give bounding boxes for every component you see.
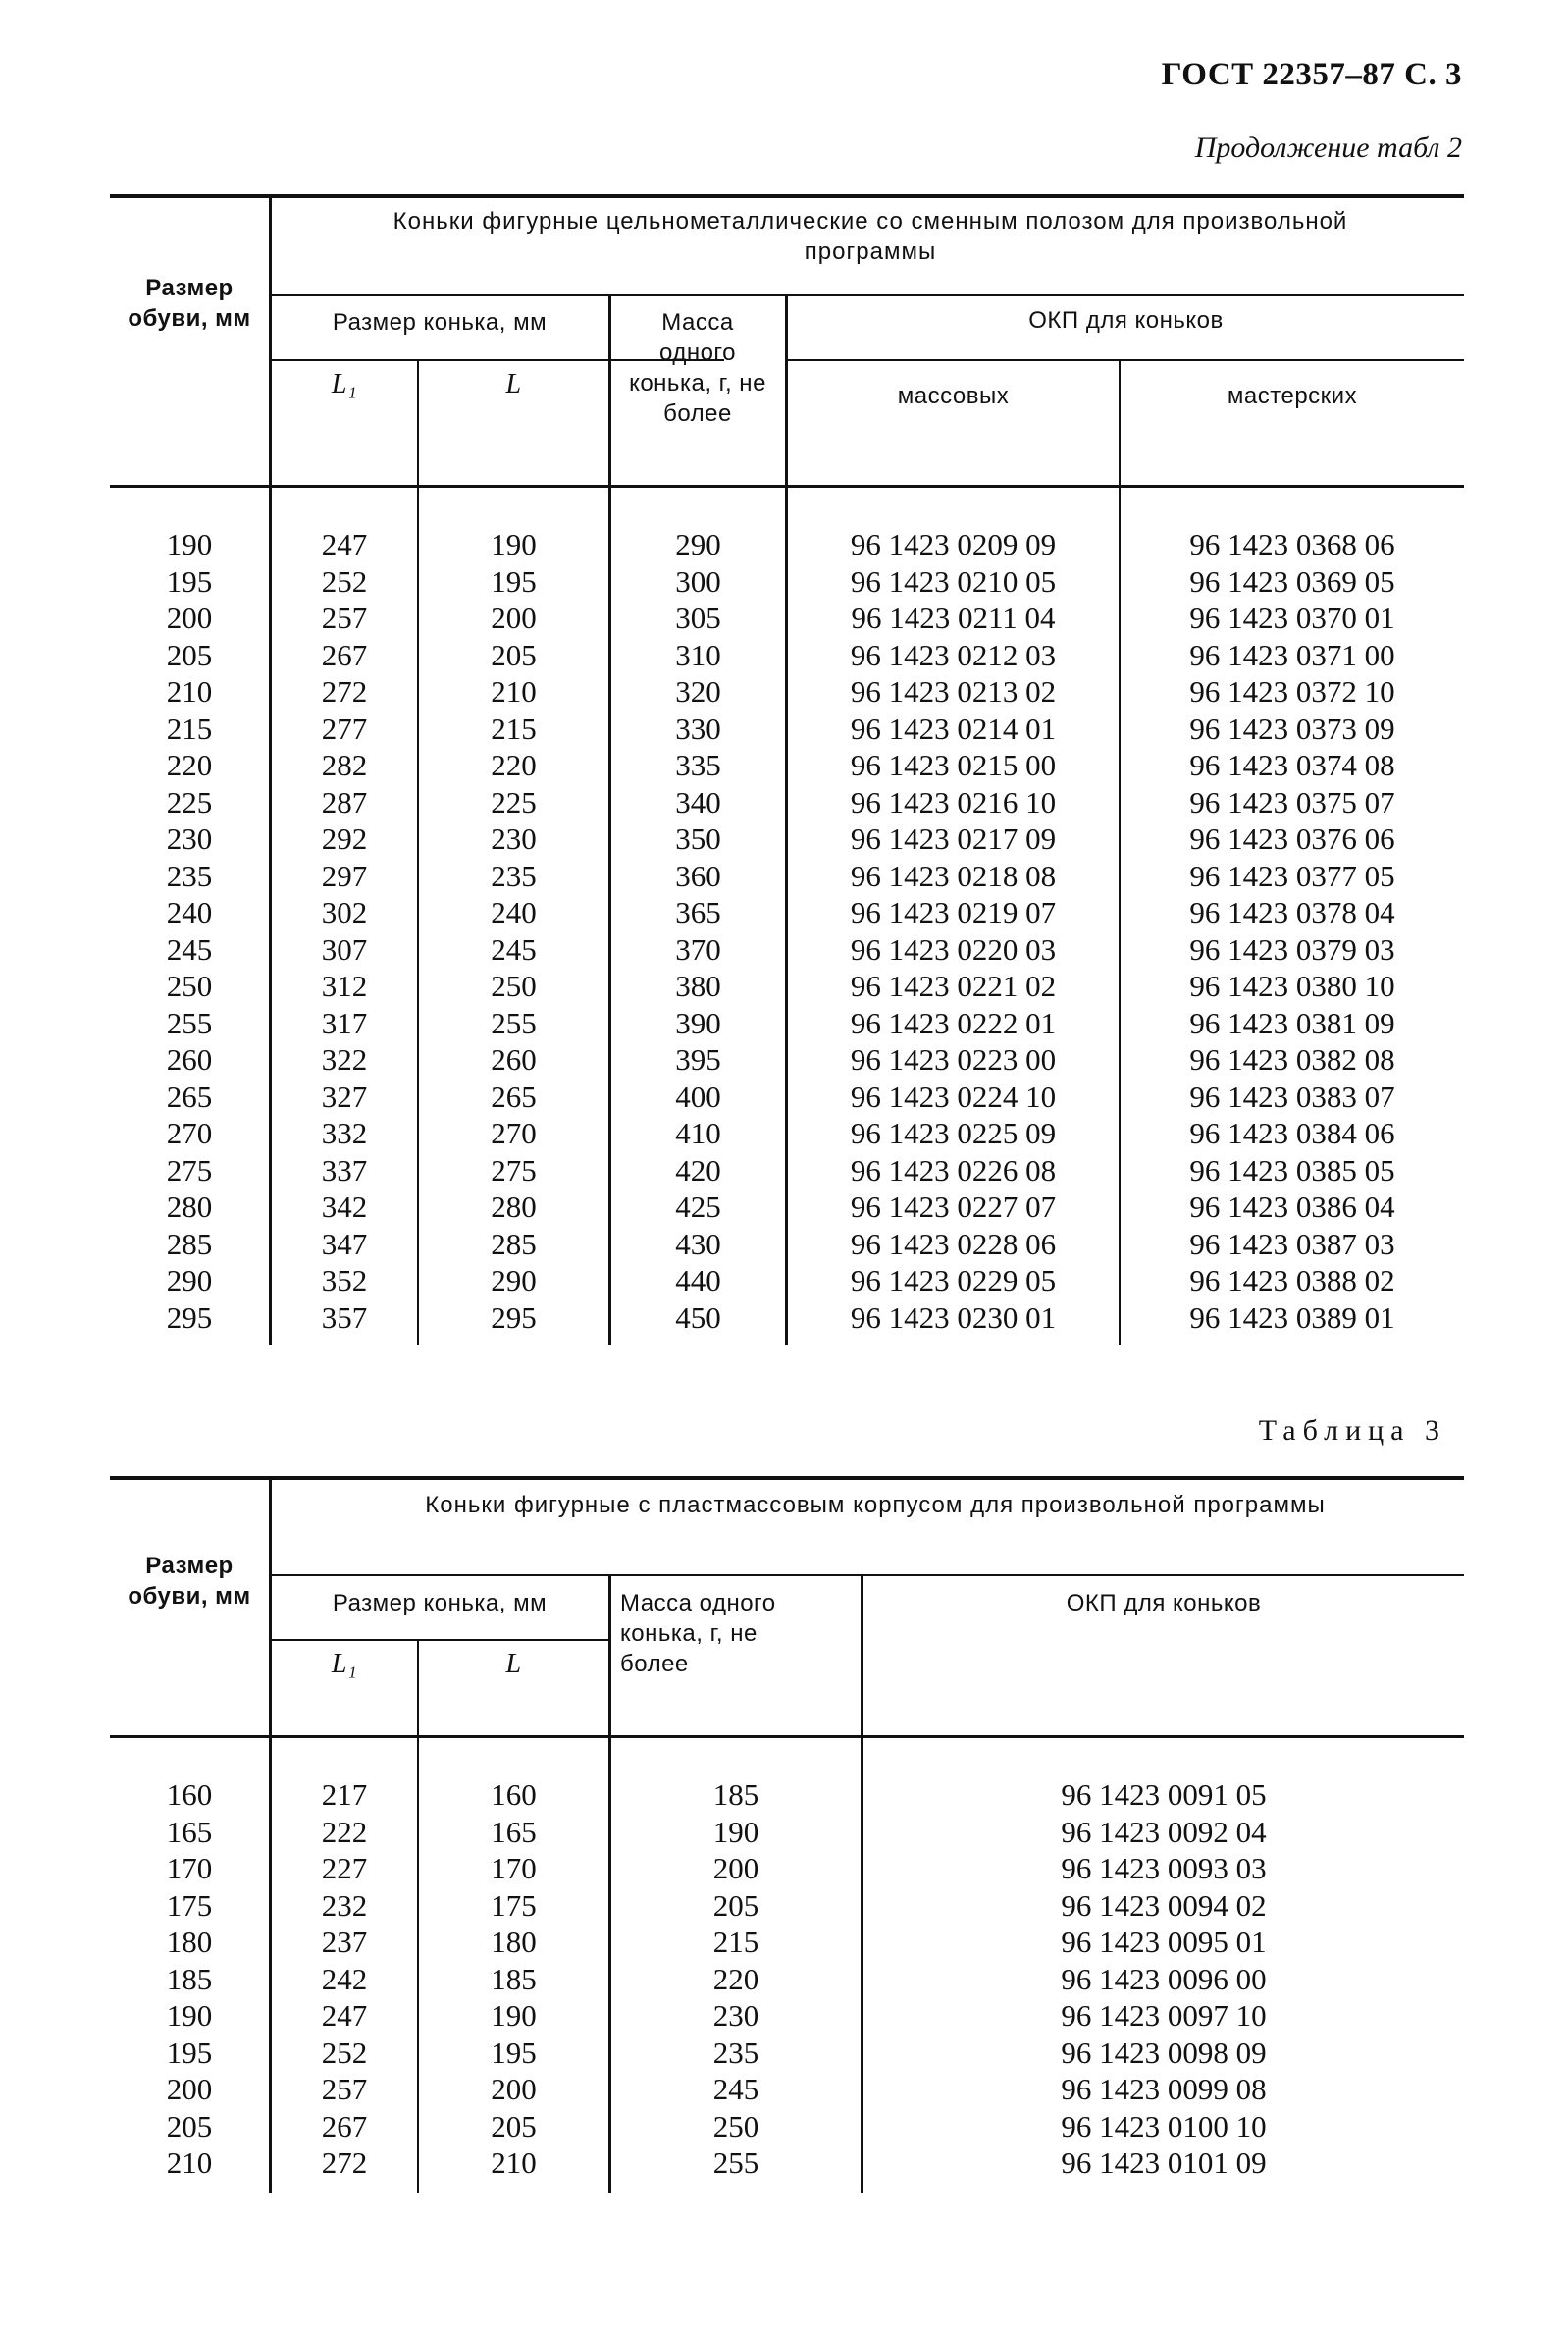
table-row <box>110 858 1464 895</box>
continuation-label: Продолжение табл 2 <box>1194 132 1462 164</box>
cell-okp-master: 96 1423 0374 08 <box>1189 748 1395 782</box>
cell-mass: 235 <box>712 2035 759 2070</box>
cell-okp: 96 1423 0099 08 <box>1061 2072 1267 2106</box>
header-rule <box>270 294 1464 296</box>
table-3 <box>110 1476 1464 2193</box>
cell-l: 205 <box>491 637 537 672</box>
mass-header: Масса одного конька, г, не более <box>629 309 766 427</box>
cell-size: 225 <box>166 784 213 819</box>
cell-mass: 220 <box>712 1961 759 1996</box>
cell-size: 190 <box>166 527 213 561</box>
cell-okp-master: 96 1423 0381 09 <box>1189 1005 1395 1040</box>
cell-okp-mass: 96 1423 0225 09 <box>850 1116 1057 1150</box>
cell-l1: 272 <box>321 674 368 709</box>
cell-okp-mass: 96 1423 0220 03 <box>850 931 1057 967</box>
l-header: L <box>505 1649 522 1679</box>
table-row <box>110 1041 1464 1079</box>
cell-size: 285 <box>166 1226 213 1261</box>
cell-mass: 290 <box>675 527 721 561</box>
cell-l1: 277 <box>321 711 368 746</box>
cell-size: 210 <box>166 674 213 709</box>
cell-mass: 255 <box>712 2145 759 2180</box>
cell-l: 205 <box>491 2108 537 2143</box>
cell-l: 295 <box>491 1299 537 1335</box>
okp-header: ОКП для коньков <box>1066 1590 1262 1616</box>
cell-okp-mass: 96 1423 0226 08 <box>850 1152 1057 1188</box>
cell-l1: 247 <box>321 1998 368 2033</box>
table-row <box>110 1997 1464 2035</box>
cell-okp-mass: 96 1423 0219 07 <box>850 895 1057 929</box>
cell-l1: 322 <box>321 1042 368 1077</box>
header-rule <box>270 1639 610 1641</box>
cell-mass: 425 <box>675 1189 721 1224</box>
cell-l1: 237 <box>321 1925 368 1959</box>
cell-l: 170 <box>491 1851 537 1885</box>
cell-size: 290 <box>166 1263 213 1297</box>
cell-okp: 96 1423 0100 10 <box>1061 2108 1267 2143</box>
l-header: L <box>505 369 522 399</box>
cell-size: 245 <box>166 931 213 967</box>
cell-l1: 247 <box>321 527 368 561</box>
table-row <box>110 1924 1464 1961</box>
table-row <box>110 1299 1464 1337</box>
table-3-body <box>110 1776 1464 2182</box>
cell-mass: 380 <box>675 969 721 1003</box>
cell-okp-mass: 96 1423 0230 01 <box>850 1299 1057 1335</box>
table-row <box>110 747 1464 784</box>
cell-size: 270 <box>166 1116 213 1150</box>
cell-l1: 257 <box>321 2072 368 2106</box>
cell-size: 195 <box>166 563 213 599</box>
header-rule <box>270 1574 1464 1576</box>
cell-l: 195 <box>491 2035 537 2070</box>
cell-okp-mass: 96 1423 0217 09 <box>850 821 1057 856</box>
l1-header: L₁ <box>331 1649 358 1679</box>
cell-l1: 347 <box>321 1226 368 1261</box>
cell-l1: 257 <box>321 601 368 635</box>
cell-mass: 365 <box>675 895 721 929</box>
table-row <box>110 2108 1464 2145</box>
cell-okp-mass: 96 1423 0209 09 <box>850 527 1057 561</box>
cell-size: 190 <box>166 1998 213 2033</box>
cell-okp: 96 1423 0091 05 <box>1061 1777 1267 1812</box>
cell-l: 215 <box>491 711 537 746</box>
cell-okp-master: 96 1423 0376 06 <box>1189 821 1395 856</box>
table-row <box>110 1079 1464 1116</box>
l1-header: L₁ <box>331 369 358 399</box>
cell-l: 220 <box>491 748 537 782</box>
cell-mass: 420 <box>675 1152 721 1188</box>
cell-mass: 335 <box>675 748 721 782</box>
cell-l: 250 <box>491 969 537 1003</box>
cell-l: 260 <box>491 1042 537 1077</box>
cell-l: 265 <box>491 1079 537 1114</box>
cell-l1: 267 <box>321 637 368 672</box>
cell-l1: 252 <box>321 2035 368 2070</box>
cell-okp: 96 1423 0092 04 <box>1061 1814 1267 1849</box>
cell-okp-master: 96 1423 0370 01 <box>1189 601 1395 635</box>
cell-okp: 96 1423 0101 09 <box>1061 2145 1267 2180</box>
cell-okp-master: 96 1423 0386 04 <box>1189 1189 1395 1224</box>
cell-mass: 395 <box>675 1042 721 1077</box>
cell-l1: 317 <box>321 1005 368 1040</box>
table-top-rule <box>110 194 1464 198</box>
header-bottom-rule <box>110 1735 1464 1738</box>
cell-mass: 230 <box>712 1998 759 2033</box>
cell-size: 165 <box>166 1814 213 1849</box>
cell-okp: 96 1423 0095 01 <box>1061 1925 1267 1959</box>
cell-okp-mass: 96 1423 0210 05 <box>850 563 1057 599</box>
cell-okp-mass: 96 1423 0224 10 <box>850 1079 1057 1114</box>
header-rule <box>785 359 1464 361</box>
cell-size: 180 <box>166 1925 213 1959</box>
cell-okp-master: 96 1423 0373 09 <box>1189 711 1395 746</box>
cell-okp: 96 1423 0093 03 <box>1061 1851 1267 1885</box>
skate-size-header: Размер конька, мм <box>332 309 548 336</box>
cell-l: 190 <box>491 527 537 561</box>
table-row <box>110 563 1464 601</box>
cell-l: 210 <box>491 674 537 709</box>
cell-l1: 332 <box>321 1116 368 1150</box>
cell-okp-mass: 96 1423 0222 01 <box>850 1005 1057 1040</box>
cell-mass: 430 <box>675 1226 721 1261</box>
cell-l: 235 <box>491 858 537 893</box>
cell-size: 200 <box>166 601 213 635</box>
cell-size: 255 <box>166 1005 213 1040</box>
cell-mass: 440 <box>675 1263 721 1297</box>
cell-l: 185 <box>491 1961 537 1996</box>
table-row <box>110 2144 1464 2182</box>
cell-okp-master: 96 1423 0379 03 <box>1189 931 1395 967</box>
table-row <box>110 1961 1464 1998</box>
cell-mass: 310 <box>675 637 721 672</box>
cell-l1: 302 <box>321 895 368 929</box>
cell-okp-master: 96 1423 0380 10 <box>1189 969 1395 1003</box>
table-row <box>110 1850 1464 1887</box>
cell-l: 195 <box>491 563 537 599</box>
cell-okp-master: 96 1423 0372 10 <box>1189 674 1395 709</box>
cell-okp-mass: 96 1423 0227 07 <box>850 1189 1057 1224</box>
okp-master-header: мастерских <box>1227 383 1358 409</box>
cell-mass: 330 <box>675 711 721 746</box>
cell-size: 205 <box>166 637 213 672</box>
cell-okp-master: 96 1423 0385 05 <box>1189 1152 1395 1188</box>
group-header: Коньки фигурные с пластмассовым корпусом для произвольной программы <box>425 1492 1326 1518</box>
table-row <box>110 600 1464 637</box>
table-row <box>110 1115 1464 1152</box>
cell-okp-master: 96 1423 0371 00 <box>1189 637 1395 672</box>
cell-l1: 232 <box>321 1887 368 1923</box>
cell-mass: 390 <box>675 1005 721 1040</box>
cell-okp-mass: 96 1423 0214 01 <box>850 711 1057 746</box>
cell-okp-mass: 96 1423 0216 10 <box>850 784 1057 819</box>
page-header: ГОСТ 22357–87 С. 3 <box>1161 57 1462 92</box>
cell-okp-mass: 96 1423 0215 00 <box>850 748 1057 782</box>
cell-l1: 267 <box>321 2108 368 2143</box>
cell-l: 285 <box>491 1226 537 1261</box>
table-row <box>110 2035 1464 2072</box>
cell-l: 190 <box>491 1998 537 2033</box>
cell-size: 275 <box>166 1152 213 1188</box>
cell-mass: 450 <box>675 1299 721 1335</box>
cell-l: 200 <box>491 601 537 635</box>
mass-header: Масса одного конька, г, не более <box>620 1590 776 1677</box>
cell-size: 240 <box>166 895 213 929</box>
cell-okp: 96 1423 0098 09 <box>1061 2035 1267 2070</box>
cell-l: 200 <box>491 2072 537 2106</box>
cell-l: 165 <box>491 1814 537 1849</box>
cell-size: 170 <box>166 1851 213 1885</box>
cell-l: 275 <box>491 1152 537 1188</box>
cell-okp: 96 1423 0096 00 <box>1061 1961 1267 1996</box>
cell-size: 175 <box>166 1887 213 1923</box>
cell-l: 230 <box>491 821 537 856</box>
cell-l1: 242 <box>321 1961 368 1996</box>
cell-mass: 250 <box>712 2108 759 2143</box>
cell-l: 270 <box>491 1116 537 1150</box>
cell-size: 205 <box>166 2108 213 2143</box>
cell-size: 265 <box>166 1079 213 1114</box>
cell-size: 200 <box>166 2072 213 2106</box>
table-row <box>110 1005 1464 1042</box>
cell-mass: 205 <box>712 1887 759 1923</box>
cell-okp-master: 96 1423 0382 08 <box>1189 1042 1395 1077</box>
table-row <box>110 1152 1464 1189</box>
cell-mass: 320 <box>675 674 721 709</box>
table-row <box>110 1262 1464 1299</box>
table-row <box>110 673 1464 711</box>
cell-mass: 245 <box>712 2072 759 2106</box>
cell-mass: 360 <box>675 858 721 893</box>
table-row <box>110 820 1464 858</box>
cell-l: 255 <box>491 1005 537 1040</box>
cell-mass: 190 <box>712 1814 759 1849</box>
cell-mass: 370 <box>675 931 721 967</box>
cell-mass: 200 <box>712 1851 759 1885</box>
skate-size-header: Размер конька, мм <box>332 1590 548 1616</box>
cell-l1: 282 <box>321 748 368 782</box>
cell-l: 210 <box>491 2145 537 2180</box>
shoe-size-header: Размер обуви, мм <box>128 275 251 332</box>
table-row <box>110 1189 1464 1226</box>
table-row <box>110 931 1464 969</box>
cell-l1: 297 <box>321 858 368 893</box>
cell-l1: 227 <box>321 1851 368 1885</box>
cell-okp-master: 96 1423 0369 05 <box>1189 563 1395 599</box>
okp-header: ОКП для коньков <box>1028 307 1224 334</box>
table-row <box>110 711 1464 748</box>
cell-size: 220 <box>166 748 213 782</box>
cell-l1: 292 <box>321 821 368 856</box>
cell-l1: 352 <box>321 1263 368 1297</box>
okp-mass-header: массовых <box>897 383 1010 409</box>
cell-l: 280 <box>491 1189 537 1224</box>
table-row <box>110 526 1464 563</box>
cell-okp: 96 1423 0094 02 <box>1061 1887 1267 1923</box>
cell-size: 215 <box>166 711 213 746</box>
cell-okp-master: 96 1423 0387 03 <box>1189 1226 1395 1261</box>
cell-l1: 307 <box>321 931 368 967</box>
cell-l1: 287 <box>321 784 368 819</box>
table-row <box>110 1226 1464 1263</box>
cell-l: 180 <box>491 1925 537 1959</box>
cell-okp-mass: 96 1423 0221 02 <box>850 969 1057 1003</box>
cell-l: 290 <box>491 1263 537 1297</box>
cell-l1: 222 <box>321 1814 368 1849</box>
cell-okp: 96 1423 0097 10 <box>1061 1998 1267 2033</box>
cell-l1: 342 <box>321 1189 368 1224</box>
cell-mass: 300 <box>675 563 721 599</box>
cell-size: 280 <box>166 1189 213 1224</box>
cell-size: 250 <box>166 969 213 1003</box>
cell-okp-master: 96 1423 0383 07 <box>1189 1079 1395 1114</box>
table-row <box>110 1887 1464 1925</box>
cell-l1: 327 <box>321 1079 368 1114</box>
table-row <box>110 968 1464 1005</box>
cell-size: 235 <box>166 858 213 893</box>
table-row <box>110 2071 1464 2108</box>
cell-mass: 215 <box>712 1925 759 1959</box>
cell-okp-master: 96 1423 0389 01 <box>1189 1299 1395 1335</box>
cell-l1: 252 <box>321 563 368 599</box>
cell-l1: 337 <box>321 1152 368 1188</box>
cell-mass: 350 <box>675 821 721 856</box>
cell-l: 225 <box>491 784 537 819</box>
cell-l1: 217 <box>321 1777 368 1812</box>
group-header: Коньки фигурные цельнометаллические со сменным полозом для произвольной программы <box>392 208 1348 265</box>
cell-size: 160 <box>166 1777 213 1812</box>
cell-okp-master: 96 1423 0384 06 <box>1189 1116 1395 1150</box>
cell-okp-mass: 96 1423 0212 03 <box>850 637 1057 672</box>
cell-mass: 410 <box>675 1116 721 1150</box>
cell-okp-mass: 96 1423 0213 02 <box>850 674 1057 709</box>
cell-okp-master: 96 1423 0388 02 <box>1189 1263 1395 1297</box>
table-row <box>110 637 1464 674</box>
cell-l1: 312 <box>321 969 368 1003</box>
table-2-body <box>110 526 1464 1336</box>
cell-l: 160 <box>491 1777 537 1812</box>
cell-mass: 305 <box>675 601 721 635</box>
cell-okp-mass: 96 1423 0218 08 <box>850 858 1057 893</box>
table-row <box>110 1814 1464 1851</box>
cell-size: 210 <box>166 2145 213 2180</box>
cell-l1: 357 <box>321 1299 368 1335</box>
cell-okp-mass: 96 1423 0223 00 <box>850 1042 1057 1077</box>
cell-mass: 400 <box>675 1079 721 1114</box>
shoe-size-header: Размер обуви, мм <box>128 1553 251 1610</box>
table-top-rule <box>110 1476 1464 1480</box>
table-row <box>110 784 1464 821</box>
cell-okp-master: 96 1423 0368 06 <box>1189 527 1395 561</box>
cell-size: 185 <box>166 1961 213 1996</box>
cell-okp-mass: 96 1423 0229 05 <box>850 1263 1057 1297</box>
cell-mass: 185 <box>712 1777 759 1812</box>
cell-size: 195 <box>166 2035 213 2070</box>
table-3-caption: Таблица 3 <box>1258 1414 1446 1447</box>
cell-mass: 340 <box>675 784 721 819</box>
cell-okp-mass: 96 1423 0211 04 <box>851 601 1056 635</box>
cell-okp-mass: 96 1423 0228 06 <box>850 1226 1057 1261</box>
cell-size: 295 <box>166 1299 213 1335</box>
cell-l: 175 <box>491 1887 537 1923</box>
cell-l: 245 <box>491 931 537 967</box>
cell-okp-master: 96 1423 0378 04 <box>1189 895 1395 929</box>
table-row <box>110 894 1464 931</box>
table-row <box>110 1776 1464 1814</box>
cell-okp-master: 96 1423 0375 07 <box>1189 784 1395 819</box>
cell-l: 240 <box>491 895 537 929</box>
cell-l1: 272 <box>321 2145 368 2180</box>
table-2 <box>110 194 1464 1345</box>
cell-size: 260 <box>166 1042 213 1077</box>
cell-okp-master: 96 1423 0377 05 <box>1189 858 1395 893</box>
cell-size: 230 <box>166 821 213 856</box>
